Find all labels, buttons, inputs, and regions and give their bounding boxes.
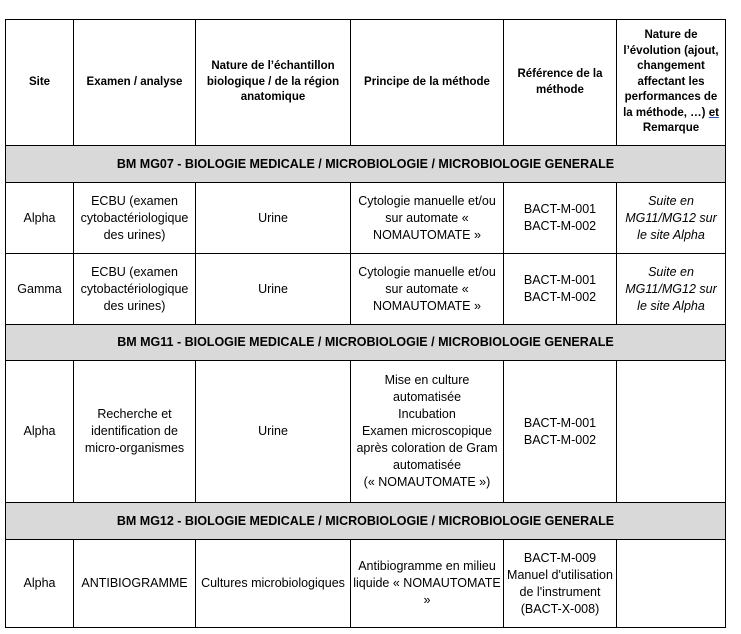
table-row xyxy=(6,183,726,254)
principe-line: (« NOMAUTOMATE ») xyxy=(363,475,491,489)
principe-line: Examen microscopique après coloration de Gram automatisée xyxy=(356,424,498,472)
reference-line: BACT-M-001 xyxy=(523,415,597,430)
cell-remarque xyxy=(617,540,726,628)
table-row xyxy=(6,254,726,325)
cell-remarque xyxy=(617,361,726,503)
cell-examen: Recherche et identification de micro-organismes xyxy=(74,361,196,503)
cell-principe: Cytologie manuelle et/ou sur automate « NOMAUTOMATE » xyxy=(351,183,504,254)
cell-nature: Urine xyxy=(196,183,351,254)
table-row xyxy=(6,540,726,628)
section-row xyxy=(6,503,726,540)
header-evolution-text: Nature de l’évolution (ajout, changement affectant les performances de la méthode, …) xyxy=(623,29,719,119)
header-site: Site xyxy=(6,20,74,146)
accreditation-table xyxy=(5,19,726,628)
cell-remarque: Suite en MG11/MG12 sur le site Alpha xyxy=(617,183,726,254)
cell-examen: ANTIBIOGRAMME xyxy=(74,540,196,628)
cell-examen: ECBU (examen cytobactériologique des urines) xyxy=(74,254,196,325)
cell-principe: Cytologie manuelle et/ou sur automate « NOMAUTOMATE » xyxy=(351,254,504,325)
reference-line: Manuel d'utilisation de l'instrument (BACT-X-008) xyxy=(507,567,613,616)
reference-line: BACT-M-002 xyxy=(523,432,597,447)
section-title: BM MG11 - BIOLOGIE MEDICALE / MICROBIOLOGIE / MICROBIOLOGIE GENERALE xyxy=(6,325,726,361)
cell-site: Alpha xyxy=(6,183,74,254)
header-evolution xyxy=(617,20,726,146)
cell-site: Alpha xyxy=(6,361,74,503)
reference-line: BACT-M-001 xyxy=(523,273,597,287)
cell-remarque: Suite en MG11/MG12 sur le site Alpha xyxy=(617,254,726,325)
reference-line: BACT-M-002 xyxy=(523,290,597,304)
cell-reference xyxy=(504,540,617,628)
cell-site: Alpha xyxy=(6,540,74,628)
header-examen: Examen / analyse xyxy=(74,20,196,146)
table-row xyxy=(6,361,726,503)
principe-line: Incubation xyxy=(398,407,456,421)
reference-line: BACT-M-002 xyxy=(523,219,597,233)
cell-principe xyxy=(351,361,504,503)
cell-reference xyxy=(504,183,617,254)
reference-line: BACT-M-001 xyxy=(523,202,597,216)
header-evolution-remarque: Remarque xyxy=(642,122,700,135)
section-row xyxy=(6,146,726,183)
section-title: BM MG12 - BIOLOGIE MEDICALE / MICROBIOLOGIE / MICROBIOLOGIE GENERALE xyxy=(6,503,726,540)
cell-examen: ECBU (examen cytobactériologique des urines) xyxy=(74,183,196,254)
cell-site: Gamma xyxy=(6,254,74,325)
cell-principe: Antibiogramme en milieu liquide « NOMAUTOMATE » xyxy=(351,540,504,628)
header-nature: Nature de l’échantillon biologique / de la région anatomique xyxy=(196,20,351,146)
section-title: BM MG07 - BIOLOGIE MEDICALE / MICROBIOLOGIE / MICROBIOLOGIE GENERALE xyxy=(6,146,726,183)
cell-nature: Cultures microbiologiques xyxy=(196,540,351,628)
header-row xyxy=(6,20,726,146)
principe-line: Mise en culture automatisée xyxy=(384,373,470,404)
header-reference: Référence de la méthode xyxy=(504,20,617,146)
cell-nature: Urine xyxy=(196,361,351,503)
cell-reference xyxy=(504,254,617,325)
header-principe: Principe de la méthode xyxy=(351,20,504,146)
reference-line: BACT-M-009 xyxy=(523,550,597,565)
cell-reference xyxy=(504,361,617,503)
cell-nature: Urine xyxy=(196,254,351,325)
header-evolution-et: et xyxy=(708,106,719,119)
section-row xyxy=(6,325,726,361)
